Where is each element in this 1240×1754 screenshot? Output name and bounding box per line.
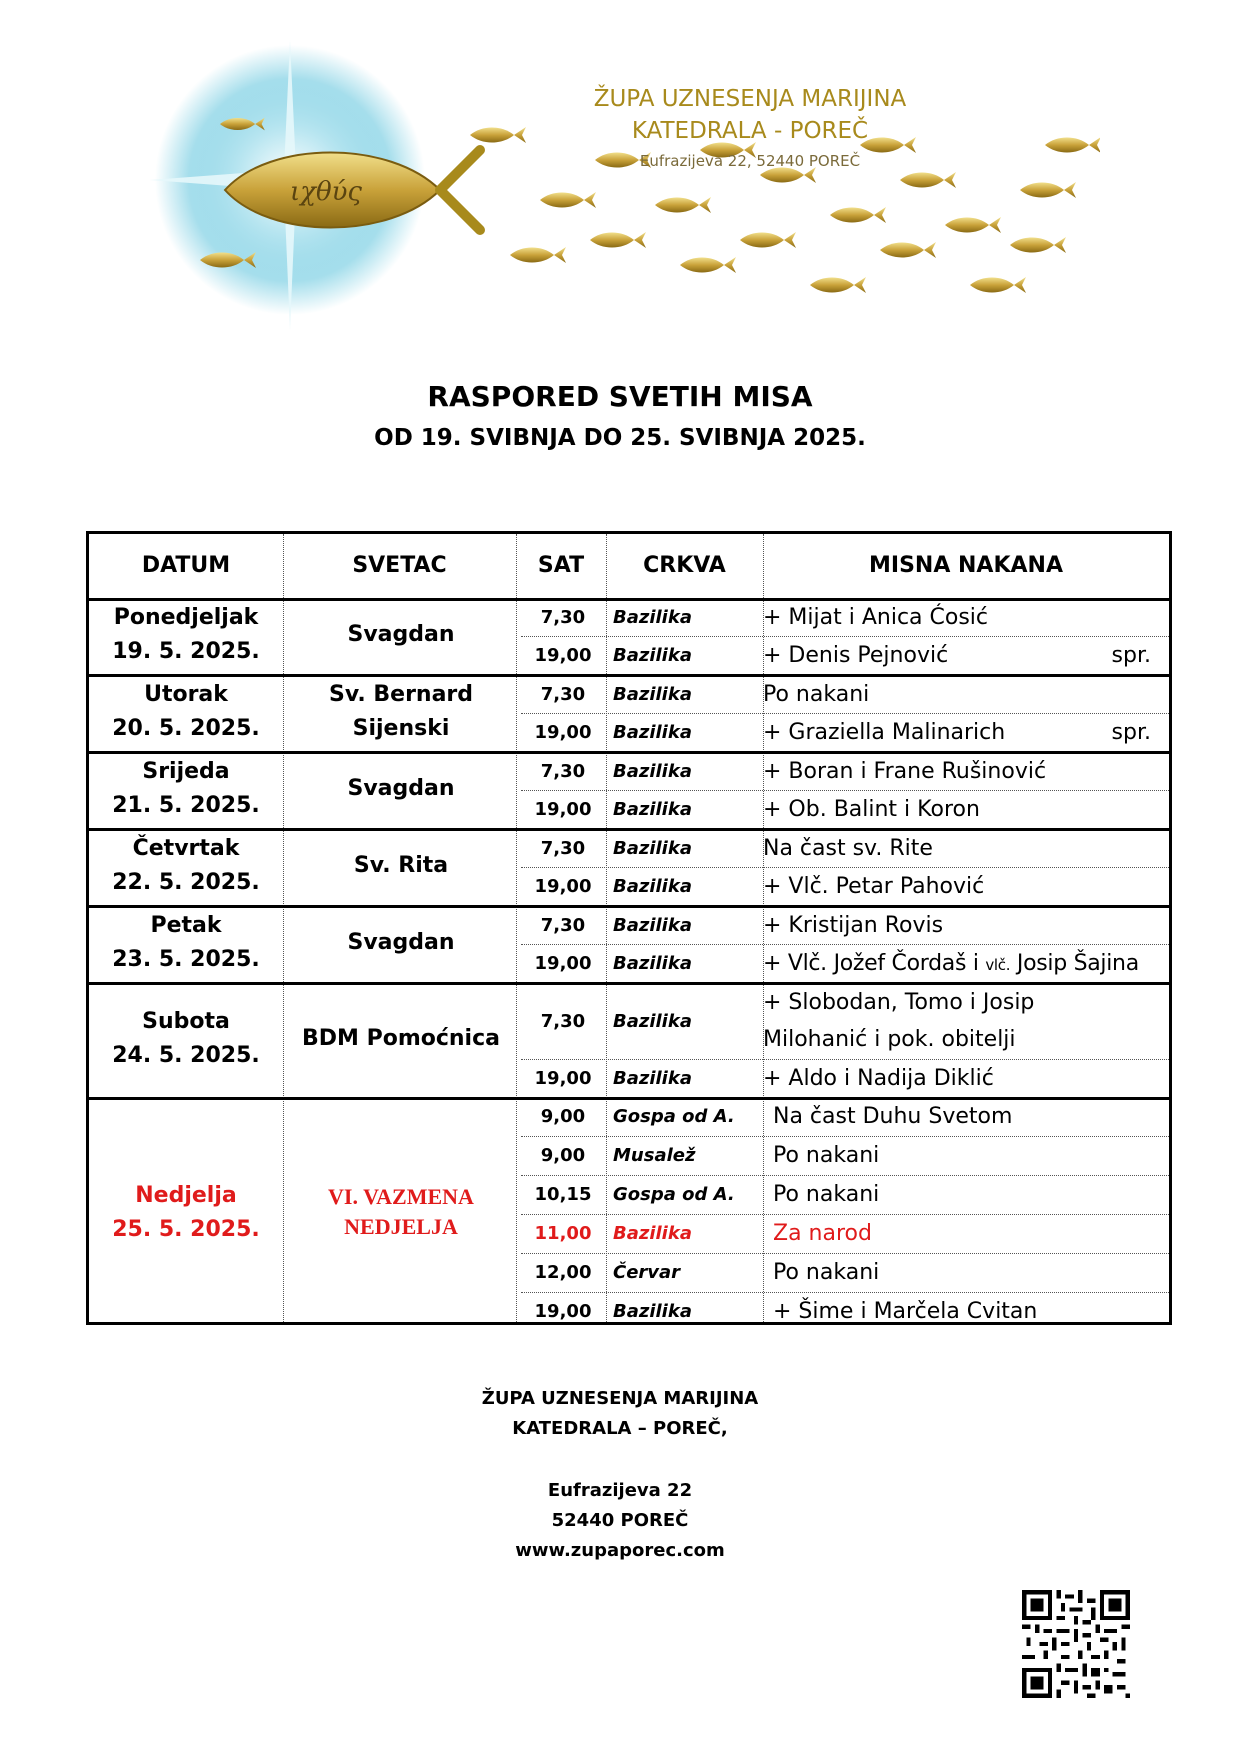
mass-time: 12,00 [534, 1262, 592, 1283]
day-date: 19. 5. 2025. [112, 639, 260, 664]
qr-code-icon[interactable] [1022, 1590, 1130, 1698]
mass-church: Gospa od A. [613, 1184, 735, 1205]
footer-city: 52440 POREČ [551, 1510, 689, 1531]
mass-intention [763, 1293, 1181, 1331]
saint-name: Sv. Bernard [328, 682, 474, 707]
mass-time: 19,00 [534, 876, 592, 897]
intention-text: Po nakani [773, 1260, 880, 1285]
mass-intention [763, 830, 1171, 868]
intention-text: Za narod [773, 1221, 872, 1246]
intention-text: Na čast Duhu Svetom [773, 1104, 1013, 1129]
mass-church: Bazilika [613, 761, 692, 782]
intention-text-rest: Josip Šajina [1010, 951, 1139, 976]
intention-note: spr. [1111, 720, 1151, 745]
intention-text: + Kristijan Rovis [763, 913, 944, 938]
parish-address: Eufrazijeva 22, 52440 POREČ [639, 152, 861, 170]
mass-church: Bazilika [613, 799, 692, 820]
intention-text: + Vlč. Jožef Čordaš i [763, 951, 986, 976]
saint-name: Sv. Rita [353, 853, 449, 878]
mass-time: 11,00 [534, 1223, 592, 1244]
mass-church: Bazilika [613, 838, 692, 859]
mass-intention [763, 637, 1171, 675]
mass-church: Bazilika [613, 1068, 692, 1089]
intention-text: + Šime i Marčela Cvitan [773, 1299, 1038, 1324]
mass-intention [763, 984, 1171, 1022]
header-crkva: CRKVA [643, 553, 726, 578]
mass-church: Bazilika [613, 876, 692, 897]
parish-logo [140, 40, 1100, 340]
mass-church: Bazilika [613, 684, 692, 705]
footer-website[interactable]: www.zupaporec.com [515, 1540, 725, 1561]
day-name: Četvrtak [132, 836, 240, 861]
mass-intention [763, 1060, 1171, 1098]
mass-time: 19,00 [534, 722, 592, 743]
intention-text: + Ob. Balint i Koron [763, 797, 980, 822]
schedule-title: RASPORED SVETIH MISA [427, 380, 813, 413]
intention-text: + Denis Pejnović [763, 643, 949, 668]
intention-text: Po nakani [773, 1143, 880, 1168]
saint-name: Svagdan [347, 930, 455, 955]
header-datum: DATUM [141, 553, 231, 578]
intention-text: + Vlč. Petar Pahović [763, 874, 985, 899]
day-name: Srijeda [142, 759, 230, 784]
header-sat: SAT [537, 553, 585, 578]
saint-name: VI. VAZMENA [328, 1184, 474, 1209]
day-date: 23. 5. 2025. [112, 947, 260, 972]
mass-time: 10,15 [534, 1184, 592, 1205]
intention-text: + Graziella Malinarich [763, 720, 1006, 745]
column-divider [516, 534, 517, 1322]
saint-name: BDM Pomoćnica [302, 1026, 500, 1051]
intention-text: + Mijat i Anica Ćosić [763, 605, 989, 630]
mass-church: Bazilika [613, 722, 692, 743]
mass-intention [763, 868, 1171, 906]
saint-name: Svagdan [347, 622, 455, 647]
ichthys-text: ιχθύς [290, 177, 362, 207]
mass-time: 9,00 [540, 1106, 586, 1127]
mass-church: Musalež [613, 1145, 696, 1166]
intention-text: + Boran i Frane Rušinović [763, 759, 1047, 784]
day-date: 25. 5. 2025. [112, 1217, 260, 1242]
schedule-date-range: OD 19. SVIBNJA DO 25. SVIBNJA 2025. [374, 425, 866, 451]
mass-intention [763, 714, 1171, 752]
day-name: Subota [142, 1009, 230, 1034]
mass-time: 7,30 [540, 684, 586, 705]
mass-intention [763, 1098, 1181, 1136]
mass-intention [763, 1215, 1181, 1253]
saint-name-line2: Sijenski [352, 716, 450, 741]
intention-text: Milohanić i pok. obitelji [763, 1027, 1016, 1052]
mass-intention [763, 945, 1171, 983]
mass-church: Bazilika [613, 1301, 692, 1322]
mass-intention [763, 599, 1171, 637]
mass-time: 7,30 [540, 761, 586, 782]
header-misna-nakana: MISNA NAKANA [869, 553, 1063, 578]
mass-time: 19,00 [534, 1068, 592, 1089]
intention-text: + Slobodan, Tomo i Josip [763, 990, 1035, 1015]
day-name: Nedjelja [135, 1183, 237, 1208]
footer-parish-church: KATEDRALA – POREČ, [512, 1418, 728, 1439]
mass-time: 19,00 [534, 799, 592, 820]
mass-intention [763, 1254, 1181, 1292]
day-date: 21. 5. 2025. [112, 793, 260, 818]
mass-church: Gospa od A. [613, 1106, 735, 1127]
mass-time: 7,30 [540, 607, 586, 628]
mass-time: 19,00 [534, 953, 592, 974]
day-date: 24. 5. 2025. [112, 1043, 260, 1068]
intention-text: Na čast sv. Rite [763, 836, 933, 861]
intention-text: Po nakani [763, 682, 870, 707]
parish-church: KATEDRALA - POREČ [631, 118, 869, 144]
mass-church: Bazilika [613, 1011, 692, 1032]
mass-time: 7,30 [540, 915, 586, 936]
parish-name: ŽUPA UZNESENJA MARIJINA [593, 86, 907, 112]
footer-parish-name: ŽUPA UZNESENJA MARIJINA [481, 1388, 759, 1409]
mass-church: Bazilika [613, 953, 692, 974]
mass-intention [763, 1137, 1181, 1175]
mass-time: 9,00 [540, 1145, 586, 1166]
mass-church: Bazilika [613, 645, 692, 666]
day-name: Petak [150, 913, 222, 938]
mass-schedule-table [86, 531, 1172, 1325]
column-divider [283, 534, 284, 1322]
header-svetac: SVETAC [352, 553, 447, 578]
mass-intention [763, 791, 1171, 829]
mass-time: 7,30 [540, 838, 586, 859]
day-name: Ponedjeljak [113, 605, 259, 630]
mass-intention [763, 753, 1171, 791]
mass-intention [763, 676, 1171, 714]
footer-street: Eufrazijeva 22 [547, 1480, 693, 1501]
mass-church: Bazilika [613, 1223, 692, 1244]
intention-note: spr. [1111, 643, 1151, 668]
day-date: 20. 5. 2025. [112, 716, 260, 741]
intention-text: Po nakani [773, 1182, 880, 1207]
mass-church: Bazilika [613, 915, 692, 936]
mass-time: 7,30 [540, 1011, 586, 1032]
mass-time: 19,00 [534, 1301, 592, 1322]
mass-church: Bazilika [613, 607, 692, 628]
mass-intention-line2 [763, 1021, 1171, 1059]
mass-time: 19,00 [534, 645, 592, 666]
intention-abbrev: vlč. [985, 956, 1011, 974]
mass-church: Červar [613, 1262, 681, 1283]
mass-intention [763, 907, 1171, 945]
day-name: Utorak [144, 682, 228, 707]
saint-name-line2: NEDJELJA [344, 1214, 458, 1239]
day-date: 22. 5. 2025. [112, 870, 260, 895]
intention-text: + Aldo i Nadija Diklić [763, 1066, 994, 1091]
mass-intention [763, 1176, 1181, 1214]
saint-name: Svagdan [347, 776, 455, 801]
